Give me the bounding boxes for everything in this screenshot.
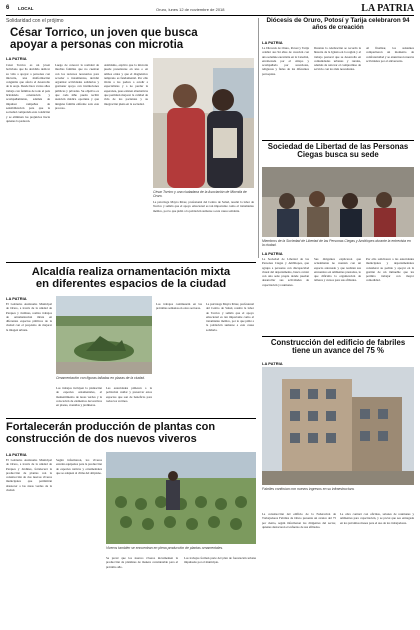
headline-line-2: construcción de dos nuevos viveros xyxy=(6,432,197,445)
photo-caption: César Torrico y una ciudadana de la Asociación de Microtia de Oruro. xyxy=(153,190,247,199)
article-column: La Sociedad de Libertad de las Personas Ciegas y Amblíopes, que agrupa a personas con discapacidad visual del departamento, busca contar con una sede propia donde puedan desarrollar sus actividades de capacitación y reuniones. xyxy=(262,257,309,287)
headline-line-1: Fortalecerán producción de plantas con xyxy=(6,421,216,433)
article-column: La obra contará con oficinas, salones de reuniones y ambientes para capacitación, y se prevé que sea entregada en los próximos meses para el uso de los trabajadores. xyxy=(340,512,414,525)
article-column: Asimismo, explicó que la microtia puede presentarse en uno o en ambos oídos y que el diagnóstico temprano es fundamental. Por ello invita a los padres a acudir a especialistas y a no perder la esperanza, pues existen alternativas que permiten mejorar la calidad de vida de los pacientes y su integración plena en la sociedad. xyxy=(104,63,148,106)
photo-caption: Viveros también se encuentran en plena producción de plantas ornamentales. xyxy=(106,546,224,550)
source-tag: LA PATRIA xyxy=(6,296,27,301)
article-column: Según informaron, los viveros estarán equipados para la producción de especies nativas y ornamentales que se adapten al clima del altiplano. xyxy=(56,458,102,475)
page-number: 6 xyxy=(6,5,10,11)
section-rule xyxy=(262,336,414,337)
section-rule xyxy=(262,140,414,141)
article-kicker: Solidaridad con el prójimo xyxy=(6,18,64,24)
article-column: Los trabajos incluyen la plantación de especies ornamentales, el mantenimiento de áreas verdes y la colocación de elementos decorativos en plazas, avenidas y jardineras. xyxy=(56,386,102,408)
source-tag: LA PATRIA xyxy=(262,40,283,45)
column-divider xyxy=(258,18,259,258)
article-column: Los trabajos forman parte del plan de forestación urbana impulsado por el municipio. xyxy=(184,556,256,565)
headline-line-2: apoyar a personas con microtia xyxy=(10,39,184,52)
article-column: La Diócesis de Oruro, Potosí y Tarija celebró sus 94 años de creación con una solemne eucaristía en la Catedral, encabezada por el obispo y acompañada por sacerdotes, religiosas y fieles de las diferentes parroquias. xyxy=(262,46,309,76)
article-column: La psicóloga Mayra Pérez, profesional del Centro de Salud, resaltó la labor de Torrico y señaló que el apoyo emocional es tan importante como el tratamiento médico, por lo que pidió a la población sumarse a esta causa solidaria. xyxy=(153,200,254,213)
article-column: Las autoridades pidieron a la población cuidar y preservar estos espacios que son de beneficio para todos los vecinos. xyxy=(106,386,152,403)
photo-caption: Fabriles continúan con nuevos ingresos en su infraestructura. xyxy=(262,487,355,491)
article-column: Los trabajos continuarán en las próximas semanas en otros sectores. xyxy=(156,302,202,311)
source-tag: LA PATRIA xyxy=(262,251,283,256)
article-column: Durante la celebración se recordó la historia de la Iglesia en la región y el trabajo pastoral que se desarrolla en comunidades urbanas y rurales, además de renovar el compromiso de servicio con los más necesitados. xyxy=(314,46,361,72)
article-headline xyxy=(10,27,254,52)
headline-line-2: en diferentes espacios de la ciudad xyxy=(35,278,227,291)
headline-line-1: Alcaldía realiza ornamentación mixta xyxy=(31,266,231,278)
photo-caption: Miembros de la Sociedad de Libertad de las Personas Ciegas y Amblíopes durante la entrevista en la ciudad. xyxy=(262,239,411,248)
article-photo xyxy=(153,58,254,188)
article-column: Por ello solicitaron a las autoridades municipales y departamentales considerar su pedido y apoyar en la gestión de un inmueble que les permita trabajar con mayor comodidad. xyxy=(366,257,414,283)
section-rule xyxy=(6,262,256,263)
header-rule xyxy=(6,15,414,16)
section-rule xyxy=(6,418,256,419)
article-diocesis xyxy=(262,18,414,138)
article-column: Luego de conocer la realidad de muchas familias que no cuentan con los recursos necesarios para acceder a tratamientos, decidió organizar actividades solidarias y gestionar apoyo con instituciones públicas y privadas. Su objetivo es que cada niño pueda recibir atención médica oportuna y que ninguna familia enfrente sola este proceso. xyxy=(55,63,99,110)
source-tag: LA PATRIA xyxy=(6,56,27,61)
article-fabriles xyxy=(262,339,414,509)
article-viveros xyxy=(6,422,256,626)
article-photo xyxy=(56,296,152,374)
masthead: LA PATRIA xyxy=(361,3,414,14)
article-photo xyxy=(262,167,414,237)
article-photo xyxy=(106,452,256,544)
source-tag: LA PATRIA xyxy=(6,452,27,457)
section-label: LOCAL xyxy=(18,6,34,11)
article-headline: Diócesis de Oruro, Potosí y Tarija celebraron 94 años de creación xyxy=(266,17,410,31)
article-headline: Construcción del edificio de fabriles tiene un avance del 75 % xyxy=(270,338,406,356)
article-headline xyxy=(6,422,256,446)
article-column: El Gobierno Autónomo Municipal de Oruro, a través de la unidad de Parques y Jardines, realiza trabajos de ornamentación mixta en diferentes espacios públicos de la ciudad con el propósito de mejorar la imagen urbana. xyxy=(6,302,52,332)
article-column: El Gobierno Autónomo Municipal de Oruro, a través de la unidad de Parques y Jardines, fortalecerá la producción de plantas con la construcción de dos nuevos viveros municipales que permitirán abastecer a las áreas verdes de la ciudad. xyxy=(6,458,52,493)
article-ornamentacion xyxy=(6,266,256,416)
article-column: Al finalizar, los asistentes compartieron un momento de confraternidad y se anunciaron nuevas actividades por el aniversario. xyxy=(366,46,414,63)
article-column: La construcción del edificio de la Federación de Trabajadores Fabriles de Oruro presenta un avance del 75 por ciento, según informaron los dirigentes del sector, quienes destacaron el esfuerzo de sus afiliados. xyxy=(262,512,336,529)
dateline: Oruro, lunes 12 de noviembre de 2018 xyxy=(156,6,225,12)
article-headline: Sociedad de Libertad de las Personas Ciegas busca su sede xyxy=(267,142,409,160)
headline-line-1: César Torrico, un joven que busca xyxy=(10,27,198,39)
page-header xyxy=(6,4,414,15)
article-headline xyxy=(6,266,256,290)
article-microtia xyxy=(6,18,254,260)
article-ciegos xyxy=(262,143,414,333)
photo-caption: Ornamentación con figuras talladas en plazas de la ciudad. xyxy=(56,376,145,380)
article-column: La psicóloga Mayra Pérez, profesional del Centro de Salud, resaltó la labor de Torrico y señaló que el apoyo emocional es tan importante como el tratamiento médico, por lo que pidió a la población sumarse a esta causa solidaria. xyxy=(206,302,254,332)
article-column: César Torrico es un joven boliviano que ha decidido dedicar su vida a apoyar a personas con microtia, una malformación congénita que afecta el desarrollo de la oreja. Desde hace varios años trabaja con familias de todo el país brindando orientación y acompañamiento, además de impulsar campañas de sensibilización para que la sociedad comprenda esta condición y se eliminen los prejuicios hacia quienes la padecen. xyxy=(6,63,50,123)
article-column: Se prevé que los nuevos viveros incrementen la producción de plantines de manera considerable para el próximo año. xyxy=(106,556,178,569)
article-photo xyxy=(262,367,414,485)
source-tag: LA PATRIA xyxy=(262,361,283,366)
article-column: Sus dirigentes explicaron que actualmente no cuentan con un espacio adecuado y que realizan sus encuentros en ambientes prestados, lo que dificulta la organización de talleres y cursos para sus afiliados. xyxy=(314,257,361,283)
